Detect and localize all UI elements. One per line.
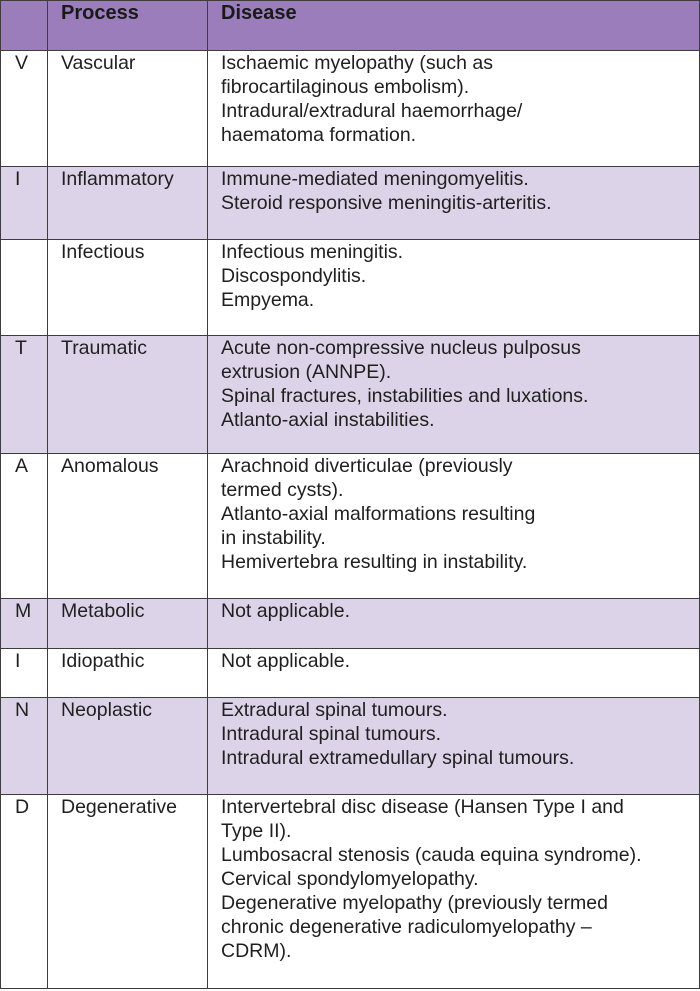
table-row <box>1 649 700 698</box>
header-disease: Disease <box>208 1 700 51</box>
table-row <box>1 51 700 167</box>
disease-line: CDRM). <box>221 940 292 962</box>
row-process: Vascular <box>48 51 208 167</box>
disease-line: Degenerative myelopathy (previously termed <box>221 892 608 914</box>
row-letter: T <box>1 336 48 454</box>
row-process: Metabolic <box>48 599 208 649</box>
row-process: Traumatic <box>48 336 208 454</box>
row-letter: N <box>1 698 48 795</box>
disease-line: Intradural/extradural haemorrhage/ <box>221 100 523 122</box>
row-disease <box>208 51 700 167</box>
row-letter: I <box>1 649 48 698</box>
row-process: Infectious <box>48 240 208 336</box>
row-process: Anomalous <box>48 454 208 599</box>
row-disease <box>208 167 700 240</box>
header-letter-cell <box>1 1 48 51</box>
table-row <box>1 795 700 989</box>
row-letter: M <box>1 599 48 649</box>
table-row <box>1 599 700 649</box>
row-disease <box>208 649 700 698</box>
disease-line: Intervertebral disc disease (Hansen Type I and <box>221 796 624 818</box>
disease-line: Lumbosacral stenosis (cauda equina syndrome). <box>221 844 642 866</box>
row-process: Neoplastic <box>48 698 208 795</box>
disease-line: Not applicable. <box>221 600 350 622</box>
disease-line: Ischaemic myelopathy (such as <box>221 52 494 74</box>
disease-line: Atlanto-axial instabilities. <box>221 409 435 431</box>
disease-line: Infectious meningitis. <box>221 241 404 263</box>
row-letter: D <box>1 795 48 989</box>
disease-line: Spinal fractures, instabilities and luxations. <box>221 385 589 407</box>
disease-line: Empyema. <box>221 289 315 311</box>
header-process: Process <box>48 1 208 51</box>
row-disease <box>208 795 700 989</box>
disease-line: Arachnoid diverticulae (previously <box>221 455 513 477</box>
disease-line: chronic degenerative radiculomyelopathy – <box>221 916 592 938</box>
row-process: Inflammatory <box>48 167 208 240</box>
disease-line: Acute non-compressive nucleus pulposus <box>221 337 581 359</box>
table-row <box>1 240 700 336</box>
table-row <box>1 698 700 795</box>
row-disease <box>208 454 700 599</box>
row-letter <box>1 240 48 336</box>
row-letter: V <box>1 51 48 167</box>
row-disease <box>208 698 700 795</box>
disease-line: extrusion (ANNPE). <box>221 361 392 383</box>
row-disease <box>208 240 700 336</box>
row-process: Degenerative <box>48 795 208 989</box>
disease-line: Atlanto-axial malformations resulting <box>221 503 536 525</box>
table-row <box>1 454 700 599</box>
disease-line: Cervical spondylomyelopathy. <box>221 868 479 890</box>
disease-line: Type II). <box>221 820 292 842</box>
disease-line: Hemivertebra resulting in instability. <box>221 551 528 573</box>
disease-line: Immune-mediated meningomyelitis. <box>221 168 529 190</box>
disease-line: fibrocartilaginous embolism). <box>221 76 470 98</box>
disease-line: in instability. <box>221 527 326 549</box>
disease-line: termed cysts). <box>221 479 344 501</box>
row-process: Idiopathic <box>48 649 208 698</box>
table-row <box>1 336 700 454</box>
disease-line: Extradural spinal tumours. <box>221 699 448 721</box>
row-letter: I <box>1 167 48 240</box>
row-disease <box>208 336 700 454</box>
row-disease <box>208 599 700 649</box>
table-row <box>1 167 700 240</box>
disease-line: Intradural extramedullary spinal tumours. <box>221 747 575 769</box>
disease-line: Steroid responsive meningitis-arteritis. <box>221 192 552 214</box>
row-letter: A <box>1 454 48 599</box>
disease-line: haematoma formation. <box>221 124 417 146</box>
disease-line: Intradural spinal tumours. <box>221 723 442 745</box>
disease-line: Not applicable. <box>221 650 350 672</box>
table-header-row <box>1 1 700 51</box>
disease-line: Discospondylitis. <box>221 265 367 287</box>
